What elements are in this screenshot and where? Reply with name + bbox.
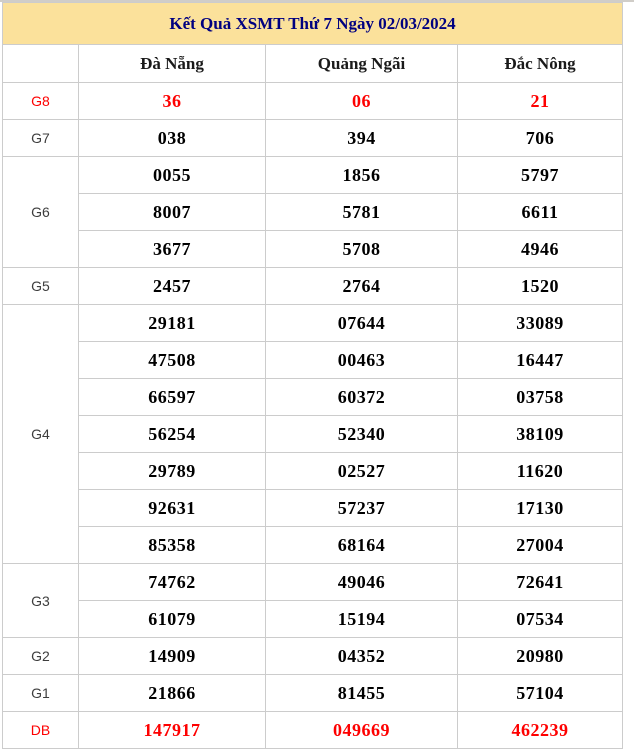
table-row-g7 [3,120,623,157]
column-header-quang-ngai: Quảng Ngãi [266,45,458,83]
result-cell: 0055 [79,157,266,194]
result-cell: 5797 [458,157,623,194]
table-row-g1 [3,675,623,712]
result-cell: 33089 [458,305,623,342]
result-cell: 038 [79,120,266,157]
table-row-g6-3 [3,231,623,268]
result-cell: 21866 [79,675,266,712]
result-cell: 20980 [458,638,623,675]
table-row-g4-4 [3,416,623,453]
result-cell: 92631 [79,490,266,527]
result-cell: 07534 [458,601,623,638]
corner-cell [3,45,79,83]
result-cell: 4946 [458,231,623,268]
prize-label-g8: G8 [3,83,79,120]
prize-label-g1: G1 [3,675,79,712]
result-cell: 60372 [266,379,458,416]
lottery-results-table [2,2,623,749]
result-cell: 56254 [79,416,266,453]
result-cell: 68164 [266,527,458,564]
result-cell: 706 [458,120,623,157]
column-header-dac-nong: Đắc Nông [458,45,623,83]
table-row-g6-1 [3,157,623,194]
table-row-g4-7 [3,527,623,564]
result-cell: 11620 [458,453,623,490]
table-row-g4-3 [3,379,623,416]
result-cell: 74762 [79,564,266,601]
result-cell: 2457 [79,268,266,305]
result-cell: 5708 [266,231,458,268]
prize-label-g5: G5 [3,268,79,305]
result-cell: 394 [266,120,458,157]
table-row-g4-2 [3,342,623,379]
result-cell: 06 [266,83,458,120]
title-row [3,3,623,45]
result-cell: 29789 [79,453,266,490]
prize-label-g3: G3 [3,564,79,638]
result-cell: 47508 [79,342,266,379]
table-row-g2 [3,638,623,675]
result-cell: 049669 [266,712,458,749]
result-cell: 6611 [458,194,623,231]
result-cell: 36 [79,83,266,120]
result-cell: 147917 [79,712,266,749]
result-cell: 38109 [458,416,623,453]
result-cell: 2764 [266,268,458,305]
page-title: Kết Quả XSMT Thứ 7 Ngày 02/03/2024 [3,3,623,45]
result-cell: 07644 [266,305,458,342]
result-cell: 03758 [458,379,623,416]
result-cell: 462239 [458,712,623,749]
result-cell: 1520 [458,268,623,305]
table-row-g4-1 [3,305,623,342]
result-cell: 14909 [79,638,266,675]
result-cell: 57237 [266,490,458,527]
result-cell: 15194 [266,601,458,638]
result-cell: 27004 [458,527,623,564]
table-row-g3-1 [3,564,623,601]
table-row-g4-5 [3,453,623,490]
result-cell: 16447 [458,342,623,379]
prize-label-g6: G6 [3,157,79,268]
result-cell: 57104 [458,675,623,712]
result-cell: 00463 [266,342,458,379]
result-cell: 3677 [79,231,266,268]
table-row-db [3,712,623,749]
prize-label-g4: G4 [3,305,79,564]
table-row-g6-2 [3,194,623,231]
column-header-row [3,45,623,83]
result-cell: 8007 [79,194,266,231]
results-panel [0,2,634,749]
result-cell: 61079 [79,601,266,638]
result-cell: 29181 [79,305,266,342]
column-header-da-nang: Đà Nẵng [79,45,266,83]
result-cell: 04352 [266,638,458,675]
table-row-g5 [3,268,623,305]
result-cell: 17130 [458,490,623,527]
table-row-g4-6 [3,490,623,527]
result-cell: 1856 [266,157,458,194]
result-cell: 81455 [266,675,458,712]
table-row-g8 [3,83,623,120]
result-cell: 5781 [266,194,458,231]
prize-label-db: DB [3,712,79,749]
table-row-g3-2 [3,601,623,638]
prize-label-g7: G7 [3,120,79,157]
result-cell: 49046 [266,564,458,601]
result-cell: 85358 [79,527,266,564]
result-cell: 21 [458,83,623,120]
result-cell: 02527 [266,453,458,490]
result-cell: 72641 [458,564,623,601]
result-cell: 52340 [266,416,458,453]
prize-label-g2: G2 [3,638,79,675]
result-cell: 66597 [79,379,266,416]
